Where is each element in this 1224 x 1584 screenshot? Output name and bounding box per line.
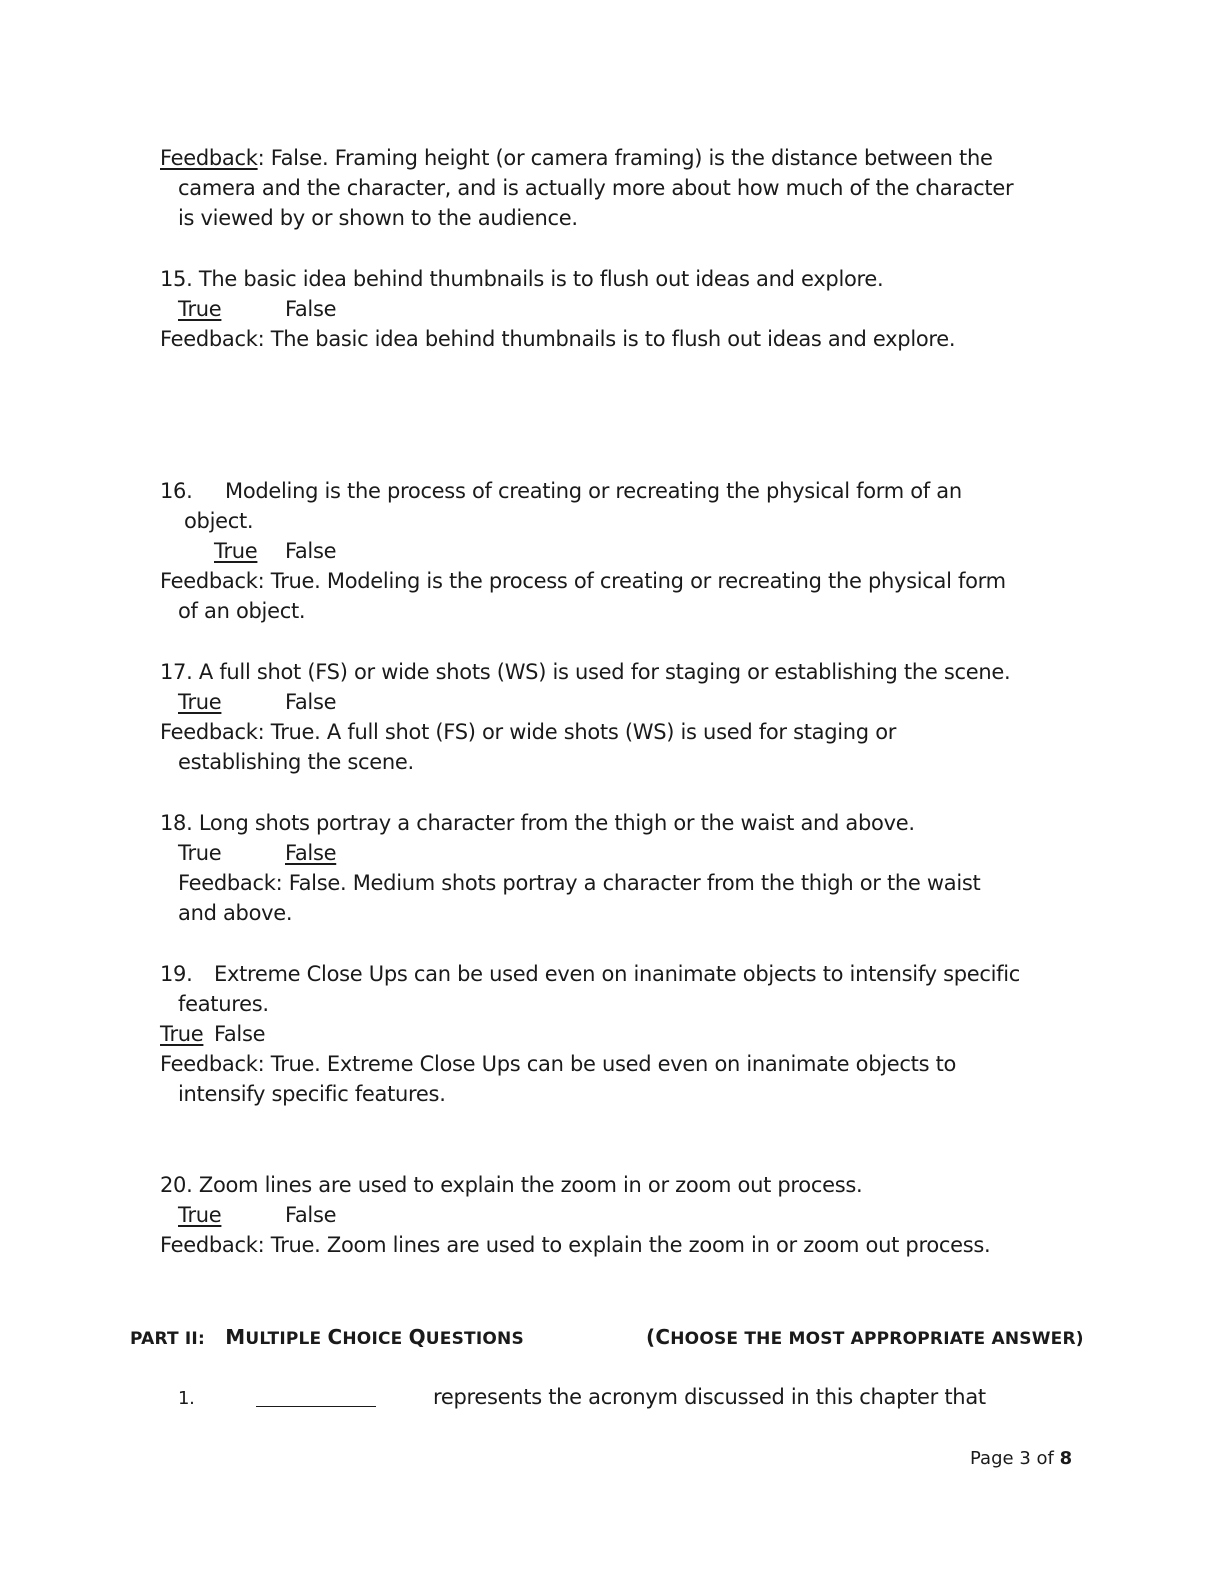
feedback-14-line3: is viewed by or shown to the audience.: [178, 206, 578, 230]
question-16-line2: object.: [184, 509, 254, 533]
q16-feedback-line1: Feedback: True. Modeling is the process of creating or recreating the physical form: [160, 569, 1006, 593]
q15-feedback: Feedback: The basic idea behind thumbnails is to flush out ideas and explore.: [160, 327, 956, 351]
q16-true-option: True: [214, 539, 258, 563]
q18-feedback-line2: and above.: [178, 901, 293, 925]
part2-label: PART II:: [130, 1329, 205, 1349]
part2-heading: PART II: MULTIPLE CHOICE QUESTIONS: [130, 1325, 524, 1349]
question-17: 17. A full shot (FS) or wide shots (WS) is used for staging or establishing the scene.: [160, 660, 1011, 684]
feedback-14-line1: Feedback: False. Framing height (or camera framing) is the distance between the: [160, 146, 993, 170]
q18-false-option: False: [285, 841, 337, 865]
part2-instructions: (CHOOSE THE MOST APPROPRIATE ANSWER): [646, 1325, 1084, 1349]
q18-feedback-line1: Feedback: False. Medium shots portray a character from the thigh or the waist: [178, 871, 981, 895]
question-20: 20. Zoom lines are used to explain the zoom in or zoom out process.: [160, 1173, 863, 1197]
feedback-label: Feedback: [160, 146, 258, 170]
q19-feedback-line2: intensify specific features.: [178, 1082, 446, 1106]
feedback-14-line2: camera and the character, and is actually more about how much of the character: [178, 176, 1014, 200]
question-15: 15. The basic idea behind thumbnails is to flush out ideas and explore.: [160, 267, 884, 291]
q20-false-option: False: [285, 1203, 337, 1227]
mc1-answer-blank: [256, 1406, 376, 1407]
q19-false-option: False: [214, 1022, 266, 1046]
question-19-line2: features.: [178, 992, 269, 1016]
question-19-line1: Extreme Close Ups can be used even on inanimate objects to intensify specific: [214, 962, 1021, 986]
question-18: 18. Long shots portray a character from the thigh or the waist and above.: [160, 811, 915, 835]
q17-false-option: False: [285, 690, 337, 714]
q15-false-option: False: [285, 297, 337, 321]
mc1-text: represents the acronym discussed in this chapter that: [433, 1385, 986, 1409]
q17-feedback-line1: Feedback: True. A full shot (FS) or wide shots (WS) is used for staging or: [160, 720, 897, 744]
q16-feedback-line2: of an object.: [178, 599, 306, 623]
q16-number: 16.: [160, 479, 193, 503]
question-16-line1: Modeling is the process of creating or recreating the physical form of an: [225, 479, 962, 503]
q17-feedback-line2: establishing the scene.: [178, 750, 414, 774]
q18-true-option: True: [178, 841, 222, 865]
q17-true-option: True: [178, 690, 222, 714]
q19-number: 19.: [160, 962, 193, 986]
q16-false-option: False: [285, 539, 337, 563]
q20-true-option: True: [178, 1203, 222, 1227]
mc1-number: 1.: [178, 1388, 195, 1409]
q20-feedback: Feedback: True. Zoom lines are used to explain the zoom in or zoom out process.: [160, 1233, 991, 1257]
q19-true-option: True: [160, 1022, 204, 1046]
page-number: Page 3 of 8: [970, 1448, 1073, 1469]
q19-feedback-line1: Feedback: True. Extreme Close Ups can be used even on inanimate objects to: [160, 1052, 957, 1076]
q15-true-option: True: [178, 297, 222, 321]
